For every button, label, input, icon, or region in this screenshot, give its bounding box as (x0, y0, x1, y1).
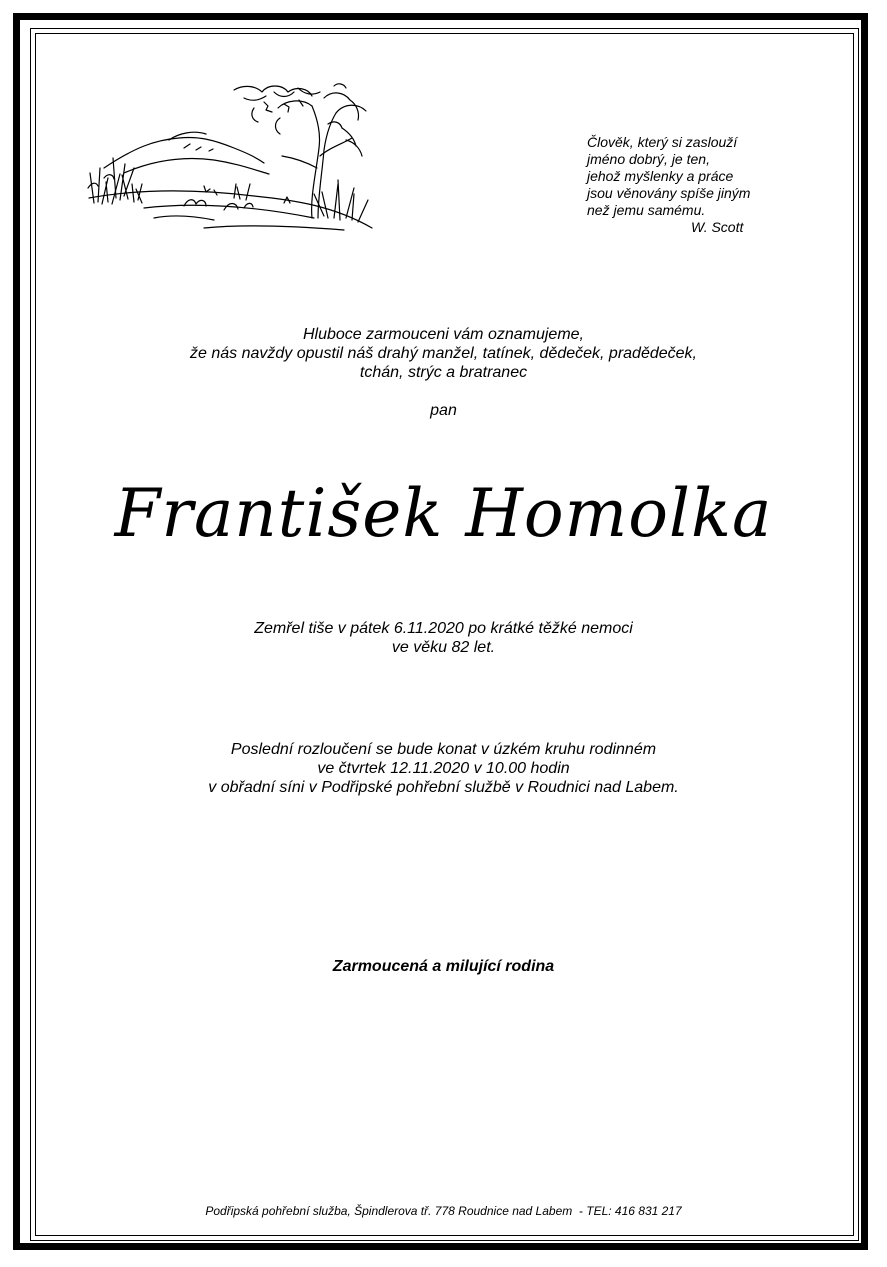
quote-author: W. Scott (691, 219, 744, 235)
announcement-text (40, 325, 847, 382)
quote-line: jsou věnovány spíše jiným (587, 185, 751, 201)
announcement-line: Hluboce zarmouceni vám oznamujeme, (302, 326, 584, 343)
death-notice (40, 619, 847, 657)
farewell-details (40, 740, 847, 797)
landscape-tree-illustration (84, 78, 376, 236)
announcement-line: tchán, strýc a bratranec (359, 364, 528, 381)
quote-line: jméno dobrý, je ten, (587, 151, 710, 167)
death-notice-line: ve věku 82 let. (391, 639, 496, 656)
farewell-line: Poslední rozloučení se bude konat v úzkém kruhu rodinném (230, 741, 657, 758)
farewell-line: ve čtvrtek 12.11.2020 v 10.00 hodin (317, 760, 570, 777)
salutation (40, 401, 847, 420)
quote-line: než jemu samému. (587, 202, 706, 218)
footer-contact: Podřipská pohřební služba, Špindlerova tř. 778 Roudnice nad Labem - TEL: 416 831 217 (205, 1204, 682, 1218)
quote-line: jehož myšlenky a práce (587, 168, 734, 184)
deceased-name: František Homolka (114, 475, 773, 552)
salutation-text: pan (430, 402, 457, 419)
quote-line: Člověk, který si zaslouží (587, 134, 738, 150)
farewell-line: v obřadní síni v Podřipské pohřební službě v Roudnici nad Labem. (208, 779, 679, 796)
family-signature: Zarmoucená a milující rodina (332, 958, 555, 975)
death-notice-line: Zemřel tiše v pátek 6.11.2020 po krátké těžké nemoci (254, 620, 633, 637)
announcement-line: že nás navždy opustil náš drahý manžel, tatínek, dědeček, pradědeček, (190, 345, 697, 362)
quote-block (587, 134, 787, 236)
